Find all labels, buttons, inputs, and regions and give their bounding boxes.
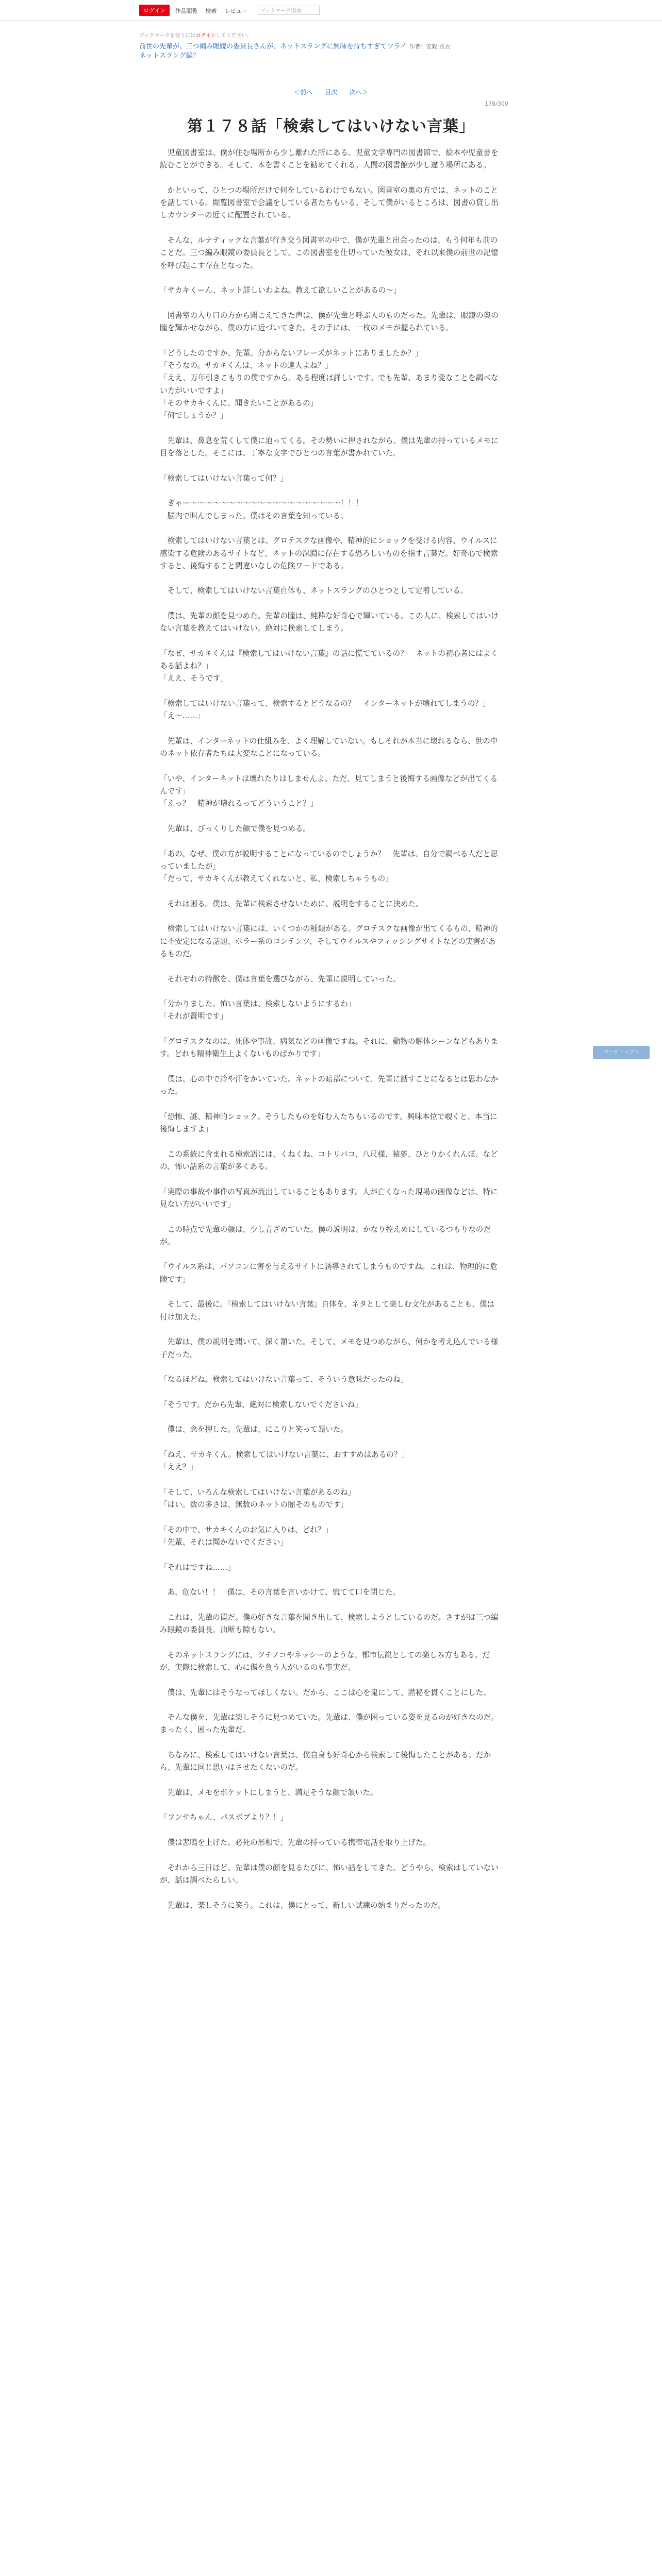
- bookmark-note-login-link[interactable]: ログイン: [195, 33, 216, 39]
- body-paragraph: 「いや、インターネットは壊れたりはしませんよ。ただ、見てしまうと後悔する画像などが出てくるんです」 「えっ？ 精神が壊れるってどういうこと？」: [160, 774, 498, 808]
- chapter-title: 第１７８話「検索してはいけない言葉」: [187, 117, 475, 135]
- body-paragraph: 僕は、先輩の顔を見つめた。先輩の瞳は、純粋な好奇心で輝いている。この人に、検索してはいけない言葉を教えてはいけない。絶対に検索してしまう。: [160, 611, 499, 633]
- body-paragraph: 検索してはいけない言葉とは、グロテスクな画像や、精神的にショックを受ける内容、ウイルスに感染する危険のあるサイトなど、ネットの深淵に存在する恐ろしいものを指す言葉だ。好奇心で検索すると、後悔すること間違いなしの危険ワードである。: [160, 536, 498, 570]
- body-paragraph: 先輩は、メモをポケットにしまうと、満足そうな顔で頷いた。: [160, 1788, 378, 1797]
- body-paragraph: 「ウイルス系は、パソコンに害を与えるサイトに誘導されてしまうものですね。これは、物理的に危険です」: [160, 1262, 498, 1284]
- series-author[interactable]: 作者：安政 雅衣: [409, 43, 451, 50]
- body-paragraph: 「なるほどね。検索してはいけない言葉って、そういう意味だったのね」: [160, 1375, 408, 1384]
- bookmark-note-prefix: ブックマークを使うには: [139, 33, 196, 39]
- series-title[interactable]: 前世の先輩が、三つ編み眼鏡の委員長さんが、ネットスラングに興味を持ちすぎてツライ: [139, 43, 407, 50]
- body-paragraph: 「そうです。だから先輩、絶対に検索しないでくださいね」: [160, 1400, 362, 1409]
- body-paragraph: そんな僕を、先輩は楽しそうに見つめていた。先輩は、僕が困っている姿を見るのが好きなのだ。まったく、困った先輩だ。: [160, 1713, 499, 1735]
- body-paragraph: 先輩は、びっくりした顔で僕を見つめる。: [160, 824, 310, 834]
- body-paragraph: 「フンサちゃん、パスボブより？！」: [160, 1813, 288, 1822]
- body-paragraph: 「ねえ、サカキくん。検索してはいけない言葉に、おすすめはあるの？」 「ええ？」: [160, 1450, 409, 1472]
- body-paragraph: 「検索してはいけない言葉って何？」: [160, 473, 288, 483]
- bookmark-note: [139, 31, 252, 39]
- body-paragraph: それは困る。僕は、先輩に検索させないために、説明をすることに決めた。: [160, 899, 423, 908]
- nav-item-search[interactable]: 検索: [205, 8, 217, 14]
- body-paragraph: それから三日ほど、先輩は僕の顔を見るたびに、怖い話をしてきた。どうやら、検索はしていないが、話は調べたらしい。: [160, 1863, 499, 1885]
- body-paragraph: これは、先輩の罠だ。僕の好きな言葉を聞き出して、検索しようとしているのだ。さすがは三つ編み眼鏡の委員長。油断も隙もない。: [160, 1613, 499, 1635]
- body-paragraph: 先輩は、鼻息を荒くして僕に迫ってくる。その勢いに押されながら、僕は先輩の持っているメモに目を落とした。そこには、丁寧な文字でひとつの言葉が書かれていた。: [160, 436, 499, 458]
- nav-item-browse[interactable]: 作品閲覧: [175, 8, 198, 14]
- body-paragraph: それぞれの特徴を、僕は言葉を選びながら、先輩に説明していった。: [160, 974, 401, 984]
- novel-body: [160, 147, 500, 1924]
- prev-link[interactable]: ＜前へ: [294, 89, 313, 96]
- chapter-number: 178/300: [485, 100, 508, 107]
- body-paragraph: 児童図書室は、僕が住む場所から少し離れた所にある。児童文学専門の図書館で、絵本や児童書を読むことができる。そして、本を書くことを勧めてくれる。人間の図書館が少し違う場所にある。: [160, 148, 499, 170]
- body-paragraph: ぎゃー～～～～～～～～～～～～～～～～～～～～！！！ 脳内で叫んでしまった。僕はその言葉を知っている。: [167, 499, 363, 520]
- bookmark-note-suffix: してください。: [216, 33, 252, 39]
- series-subtitle: ネットスラング編？: [139, 52, 200, 60]
- body-paragraph: 「グロテスクなのは、死体や事故、病気などの画像ですね。それに、動物の解体シーンなどもあります。どれも精神衛生上よくないものばかりです」: [160, 1037, 498, 1059]
- bookmark-add-box[interactable]: ブックマーク追加: [258, 6, 320, 15]
- body-paragraph: 先輩は、楽しそうに笑う。これは、僕にとって、新しい試練の始まりだったのだ。: [160, 1901, 445, 1910]
- next-link[interactable]: 次へ＞: [349, 89, 368, 96]
- body-paragraph: 「そして、いろんな検索してはいけない言葉があるのね」 「はい。数の多さは、無数のネットの闇そのものです」: [160, 1487, 356, 1510]
- body-paragraph: そして、検索してはいけない言葉自体も、ネットスラングのひとつとして定着している。: [160, 586, 468, 596]
- body-paragraph: 「分かりました。怖い言葉は、検索しないようにするわ」 「それが賢明です」: [160, 999, 356, 1021]
- body-paragraph: 僕は悲鳴を上げた。必死の形相で、先輩の持っている携帯電話を取り上げた。: [160, 1838, 431, 1848]
- body-paragraph: そのネットスラングには、ツチノコやネッシーのような、都市伝説としての楽しみ方もある。だが、実際に検索して、心に傷を負う人がいるのも事実だ。: [160, 1650, 490, 1672]
- pager-top: [0, 88, 662, 96]
- body-paragraph: 僕は、念を押した。先輩は、にこりと笑って頷いた。: [160, 1425, 348, 1434]
- body-paragraph: そして、最後に。『検索してはいけない言葉』自体を、ネタとして楽しむ文化があることも、僕は付け加えた。: [160, 1300, 495, 1321]
- series-header: [139, 42, 521, 61]
- body-paragraph: 「どうしたのですか、先輩。分からないフレーズがネットにありましたか？」 「そうなの。サカキくんは、ネットの達人よね？」 「ええ、万年引きこもりの僕ですから、ある程度は詳しいです。でも先輩、あまり変なことを調べない方がいいですよ」 「そのサカキくんに、聞きたいことがあるの」 「何でしょうか？」: [160, 348, 499, 420]
- body-paragraph: 「それはですね……」: [160, 1563, 235, 1572]
- top-nav: [175, 5, 252, 15]
- body-paragraph: ちなみに、検索してはいけない言葉は、僕自身も好奇心から検索して後悔したことがある。だから、先輩に同じ思いはさせたくないのだ。: [160, 1751, 491, 1772]
- page-top-button[interactable]: ページトップへ: [593, 1046, 650, 1059]
- body-paragraph: そんな、ルナティックな言葉が行き交う図書室の中で、僕が先輩と出会ったのは、もう何年も前のことだ。三つ編み眼鏡の委員長として、この図書室を仕切っていた彼女は、それ以来僕の前世の記憶を呼び起こす存在となった。: [160, 236, 499, 270]
- body-paragraph: 「恐怖、謎、精神的ショック。そうしたものを好む人たちもいるのです。興味本位で覗くと、本当に後悔しますよ」: [160, 1112, 498, 1134]
- body-paragraph: 「なぜ、サカキくんは『検索してはいけない言葉』の話に慌てているの？ ネットの初心者にはよくある話よね？」 「ええ、そうです」: [160, 649, 498, 683]
- nav-item-review[interactable]: レビュー: [224, 8, 247, 14]
- login-button[interactable]: ログイン: [139, 5, 170, 16]
- body-paragraph: 図書室の入り口の方から聞こえてきた声は、僕が先輩と呼ぶ人のものだった。先輩は、眼鏡の奥の瞳を輝かせながら、僕の方に近づいてきた。その手には、一枚のメモが握られている。: [160, 311, 499, 333]
- body-paragraph: 「サカキくーん、ネット詳しいわよね。教えて欲しいことがあるの～」: [160, 286, 401, 295]
- top-bar: [0, 0, 662, 21]
- body-paragraph: この系統に含まれる検索語には、くねくね、コトリバコ、八尺様、猿夢、ひとりかくれんぼ、などの、怖い話系の言葉が多くある。: [160, 1149, 498, 1172]
- body-paragraph: 「その中で、サカキくんのお気に入りは、どれ？」 「先輩、それは聞かないでください」: [160, 1525, 333, 1547]
- body-paragraph: 先輩は、インターネットの仕組みを、よく理解していない。もしそれが本当に壊れるなら、世の中のネット依存者たちは大変なことになっている。: [160, 736, 498, 758]
- toc-link[interactable]: 目次: [324, 89, 337, 96]
- body-paragraph: 先輩は、僕の説明を聞いて、深く頷いた。そして、メモを見つめながら、何かを考え込んでいる様子だった。: [160, 1337, 499, 1359]
- body-paragraph: この時点で先輩の顔は、少し青ざめていた。僕の説明は、かなり控えめにしているつもりなのだが。: [160, 1225, 491, 1246]
- body-paragraph: 僕は、先輩にはそうなってほしくない。だから、ここは心を鬼にして、黙秘を貫くことにした。: [160, 1688, 491, 1697]
- body-paragraph: 「検索してはいけない言葉って、検索するとどうなるの？ インターネットが壊れてしまうの？」 「え～……」: [160, 699, 490, 721]
- body-paragraph: 僕は、心の中で冷や汗をかいていた。ネットの暗部について、先輩に話すことになるとは思わなかった。: [160, 1074, 499, 1096]
- body-paragraph: あ、危ない！！ 僕は、その言葉を言いかけて、慌てて口を閉じた。: [160, 1588, 401, 1597]
- body-paragraph: 「あの、なぜ、僕の方が説明することになっているのでしょうか？ 先輩は、自分で調べる人だと思っていましたが」 「だって、サカキくんが教えてくれないと、私、検索しちゃうもの」: [160, 849, 498, 884]
- body-paragraph: かといって、ひとつの場所だけで何をしているわけでもない。図書室の奥の方では、ネットのことを話している。閲覧図書室で会議をしている者たちもいる。そして僕がいるところは、図書の貸し出しカウンターの近くに配置されている。: [160, 185, 499, 220]
- body-paragraph: 検索してはいけない言葉には、いくつかの種類がある。グロテスクな画像が出てくるもの、精神的に不安定になる話題、ホラー系のコンテンツ、そしてウイルスやフィッシングサイトなどの実害があるものだ。: [160, 924, 498, 958]
- body-paragraph: 「実際の事故や事件の写真が流出していることもあります。人が亡くなった現場の画像などは、特に見ない方がいいです」: [160, 1187, 498, 1209]
